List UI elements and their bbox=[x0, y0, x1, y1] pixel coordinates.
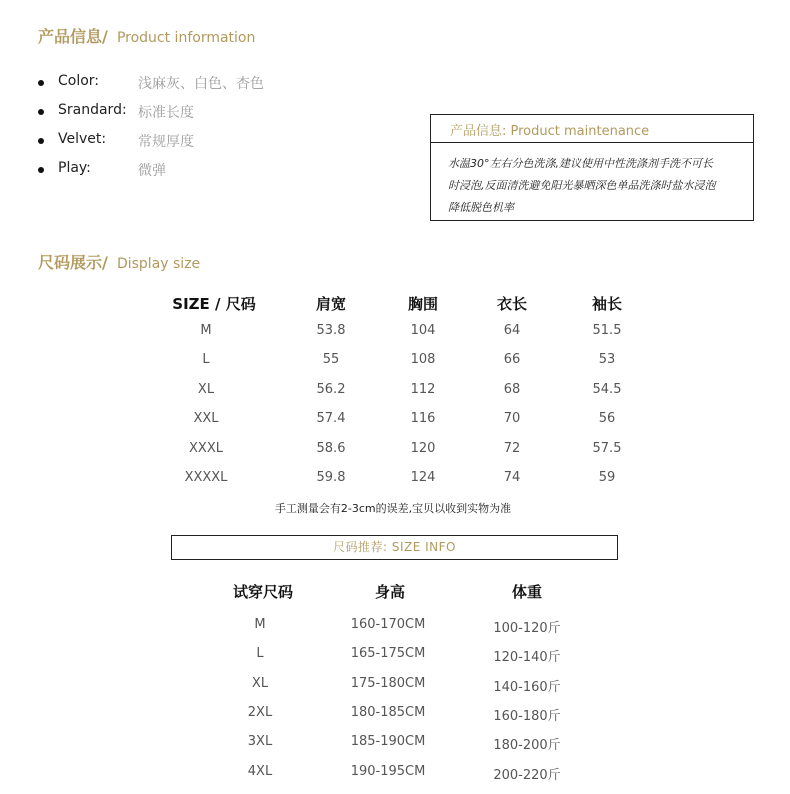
recommend-table-cell: 3XL bbox=[247, 734, 273, 750]
size-table-cell: 53.8 bbox=[316, 323, 346, 338]
size-table-cell: 74 bbox=[503, 470, 521, 485]
maintenance-box bbox=[430, 114, 754, 221]
recommend-table-cell: 4XL bbox=[247, 763, 273, 779]
product-info-title-zh: 产品信息/ bbox=[38, 27, 108, 46]
info-item-standard bbox=[38, 101, 418, 130]
size-table-cell: 54.5 bbox=[592, 381, 622, 397]
info-value: 常规厚度 bbox=[138, 134, 194, 150]
size-table-cell: 59 bbox=[598, 470, 616, 485]
measure-note: 手工测量会有2-3cm的误差,宝贝以收到实物为准 bbox=[274, 502, 512, 515]
size-table-cell: 56 bbox=[598, 411, 616, 427]
size-table-cell: 72 bbox=[503, 440, 521, 456]
size-table-cell: L bbox=[202, 352, 210, 368]
info-label: Srandard: bbox=[58, 102, 127, 118]
size-table-cell: XXL bbox=[193, 411, 219, 427]
size-table-cell: 112 bbox=[410, 381, 436, 397]
info-label: Velvet: bbox=[58, 131, 107, 147]
size-table-cell: 56.2 bbox=[316, 381, 346, 397]
recommend-table-cell: 120-140斤 bbox=[493, 650, 561, 666]
maintenance-title: 产品信息: Product maintenance bbox=[431, 115, 753, 143]
info-item-velvet bbox=[38, 130, 418, 159]
recommend-table-cell: 160-180斤 bbox=[493, 708, 561, 724]
info-value: 微弹 bbox=[138, 163, 166, 179]
size-table-header: 袖长 bbox=[591, 295, 622, 313]
size-table-cell: 66 bbox=[503, 352, 521, 368]
size-table-cell: 116 bbox=[410, 411, 436, 427]
maintenance-line: 时浸泡,反面清洗避免阳光暴晒深色单品洗涤时盐水浸泡 bbox=[448, 179, 716, 192]
size-table-cell: M bbox=[200, 323, 212, 338]
info-label: Color: bbox=[58, 73, 100, 89]
bullet-icon bbox=[38, 167, 44, 173]
info-item-color bbox=[38, 72, 418, 101]
maintenance-line: 水温30°左右分色洗涤,建议使用中性洗涤剂手洗不可长 bbox=[448, 157, 713, 170]
maintenance-line: 降低脱色机率 bbox=[448, 201, 514, 214]
recommend-table-cell: 185-190CM bbox=[350, 734, 426, 750]
info-value: 标准长度 bbox=[138, 105, 194, 121]
info-label: Play: bbox=[58, 160, 91, 176]
size-table-header: 衣长 bbox=[496, 295, 527, 313]
recommend-table-cell: 200-220斤 bbox=[493, 767, 561, 783]
bullet-icon bbox=[38, 109, 44, 115]
recommend-table-header: 试穿尺码 bbox=[232, 583, 293, 601]
display-size-title-en: Display size bbox=[116, 256, 201, 272]
recommend-table-cell: XL bbox=[251, 675, 269, 691]
recommend-table-cell: 2XL bbox=[247, 704, 273, 720]
size-table-cell: 64 bbox=[503, 323, 521, 338]
size-table-cell: XXXXL bbox=[184, 470, 228, 485]
recommend-table-cell: 190-195CM bbox=[350, 763, 426, 779]
size-table-cell: 59.8 bbox=[316, 470, 346, 485]
recommend-table-cell: 100-120斤 bbox=[493, 621, 561, 636]
recommend-table-cell: M bbox=[254, 617, 266, 632]
bullet-icon bbox=[38, 80, 44, 86]
recommend-table-cell: 180-200斤 bbox=[493, 738, 561, 754]
recommend-table-cell: L bbox=[256, 646, 264, 662]
size-table-header: 胸围 bbox=[407, 295, 438, 313]
recommend-table-cell: 165-175CM bbox=[350, 646, 426, 662]
product-info-heading bbox=[38, 24, 255, 47]
size-table-cell: 51.5 bbox=[592, 323, 622, 338]
recommend-table-header: 身高 bbox=[374, 583, 405, 601]
product-info-title-en: Product information bbox=[116, 30, 256, 46]
size-table-cell: 53 bbox=[598, 352, 616, 368]
info-value: 浅麻灰、白色、杏色 bbox=[138, 76, 264, 92]
size-table-cell: 124 bbox=[410, 470, 436, 485]
size-table-cell: XL bbox=[197, 381, 215, 397]
size-table-cell: 57.4 bbox=[316, 411, 346, 427]
recommend-table-header: 体重 bbox=[511, 583, 542, 601]
size-table-cell: 57.5 bbox=[592, 440, 622, 456]
product-info-list bbox=[38, 72, 418, 188]
size-table-cell: 108 bbox=[410, 352, 436, 368]
size-table-cell: XXXL bbox=[189, 440, 223, 456]
bullet-icon bbox=[38, 138, 44, 144]
size-table-cell: 70 bbox=[503, 411, 521, 427]
size-table-header: SIZE / 尺码 bbox=[172, 295, 256, 313]
display-size-heading bbox=[38, 250, 200, 273]
size-table-cell: 120 bbox=[410, 440, 436, 456]
info-item-play bbox=[38, 159, 418, 188]
display-size-title-zh: 尺码展示/ bbox=[38, 253, 108, 272]
size-table-cell: 55 bbox=[322, 352, 340, 368]
size-table-cell: 104 bbox=[410, 323, 436, 338]
recommend-table-cell: 160-170CM bbox=[350, 617, 426, 632]
size-table-cell: 58.6 bbox=[316, 440, 346, 456]
recommend-table-cell: 140-160斤 bbox=[493, 679, 561, 695]
recommend-table-cell: 180-185CM bbox=[350, 704, 426, 720]
maintenance-text bbox=[431, 143, 753, 219]
size-table-cell: 68 bbox=[503, 381, 521, 397]
size-info-title: 尺码推荐: SIZE INFO bbox=[171, 535, 618, 560]
recommend-table-cell: 175-180CM bbox=[350, 675, 426, 691]
size-table-header: 肩宽 bbox=[315, 295, 346, 313]
